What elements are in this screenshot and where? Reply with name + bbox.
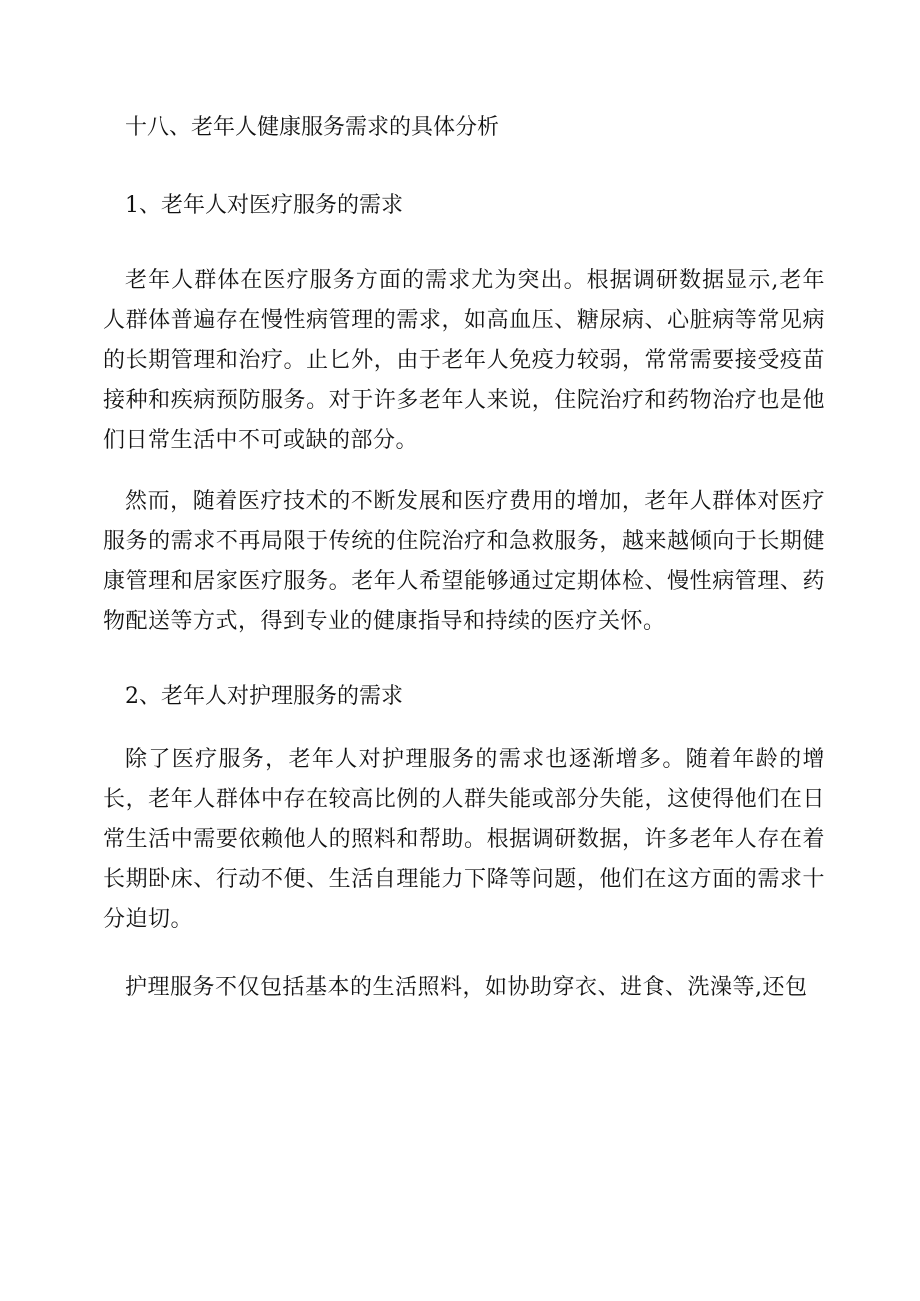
document-title: 十八、老年人健康服务需求的具体分析	[125, 115, 500, 140]
section-heading-medical: 1、老年人对医疗服务的需求	[125, 193, 403, 218]
section-heading-nursing: 2、老年人对护理服务的需求	[125, 684, 403, 709]
paragraph-medical-needs: 老年人群体在医疗服务方面的需求尤为突出。根据调研数据显示,老年人群体普遍存在慢性病管理的需求，如高血压、糖尿病、心脏病等常见病的长期管理和治疗。止匕外，由于老年人免疫力较弱，常常需要接受疫苗接种和疾病预防服务。对于许多老年人来说，住院治疗和药物治疗也是他们日常生活中不可或缺的部分。	[103, 268, 825, 453]
document-body	[103, 107, 825, 1008]
paragraph-medical-trend: 然而，随着医疗技术的不断发展和医疗费用的增加，老年人群体对医疗服务的需求不再局限于传统的住院治疗和急救服务，越来越倾向于长期健康管理和居家医疗服务。老年人希望能够通过定期体检、慢性病管理、药物配送等方式，得到专业的健康指导和持续的医疗关怀。	[103, 489, 825, 634]
paragraph-nursing-needs: 除了医疗服务，老年人对护理服务的需求也逐渐增多。随着年龄的增长，老年人群体中存在较高比例的人群失能或部分失能，这使得他们在日常生活中需要依赖他人的照料和帮助。根据调研数据，许多老年人存在着长期卧床、行动不便、生活自理能力下降等问题，他们在这方面的需求十分迫切。	[103, 747, 825, 932]
paragraph-nursing-scope: 护理服务不仅包括基本的生活照料，如协助穿衣、进食、洗澡等,还包	[125, 975, 808, 1000]
